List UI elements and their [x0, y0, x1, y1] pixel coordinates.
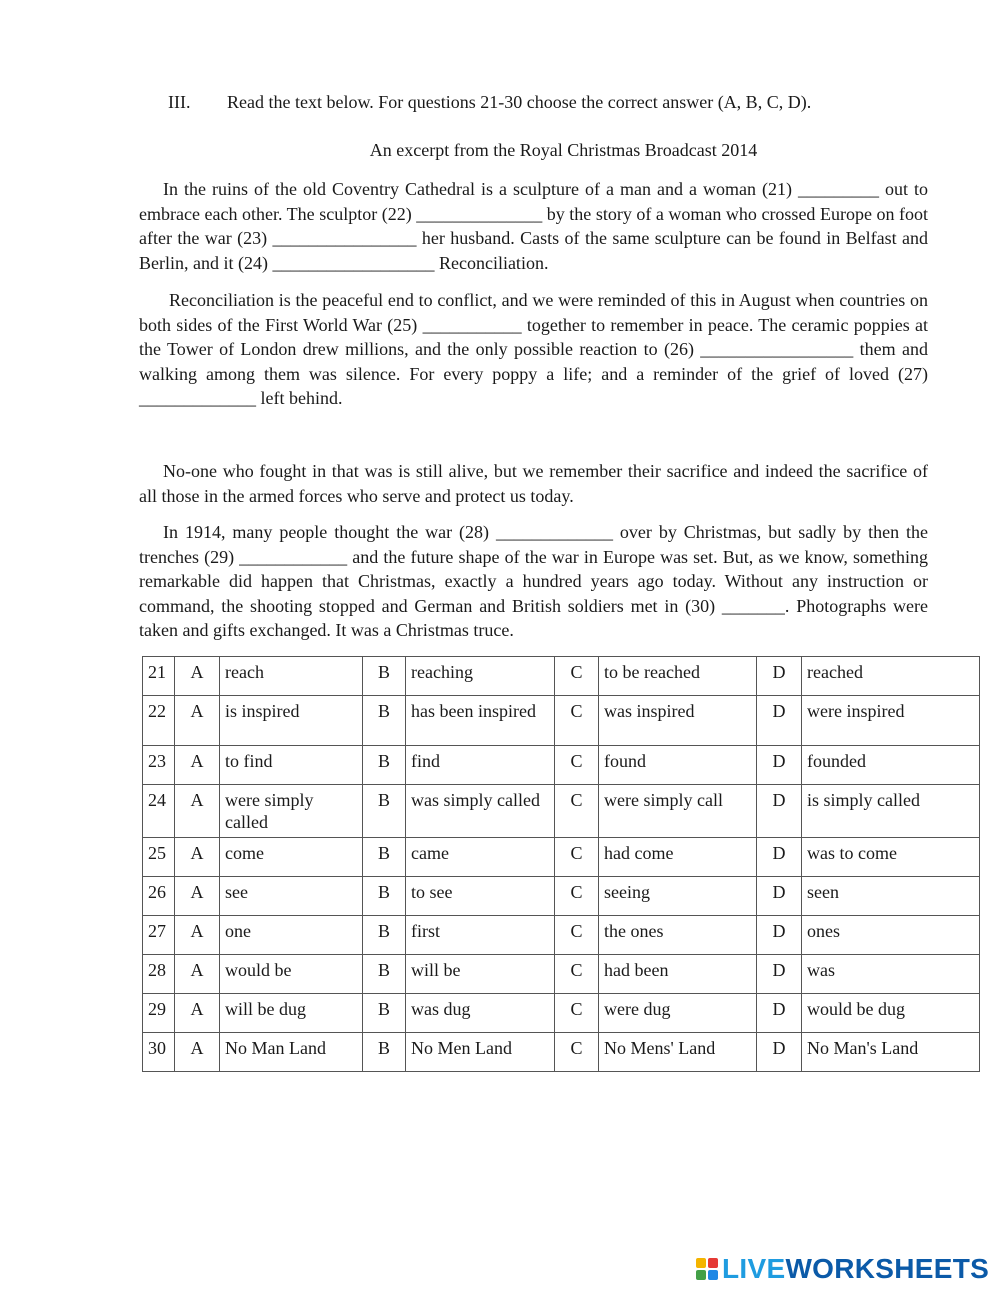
option-c[interactable]: were dug — [599, 994, 757, 1033]
option-d[interactable]: No Man's Land — [802, 1033, 980, 1072]
option-b[interactable]: has been inspired — [406, 696, 555, 746]
option-letter-d: D — [757, 657, 802, 696]
question-number: 21 — [143, 657, 175, 696]
answer-row — [143, 955, 980, 994]
option-d[interactable]: would be dug — [802, 994, 980, 1033]
option-letter-d: D — [757, 746, 802, 785]
question-number: 29 — [143, 994, 175, 1033]
option-d[interactable]: was — [802, 955, 980, 994]
option-c[interactable]: seeing — [599, 877, 757, 916]
logo-block — [696, 1258, 706, 1268]
option-letter-d: D — [757, 877, 802, 916]
option-b[interactable]: to see — [406, 877, 555, 916]
logo-text-live: LIVE — [722, 1253, 786, 1284]
option-c[interactable]: had come — [599, 838, 757, 877]
answer-row — [143, 696, 980, 746]
option-letter-b: B — [363, 785, 406, 838]
option-b[interactable]: No Men Land — [406, 1033, 555, 1072]
answer-row — [143, 916, 980, 955]
option-letter-b: B — [363, 994, 406, 1033]
option-c[interactable]: to be reached — [599, 657, 757, 696]
answer-row — [143, 994, 980, 1033]
option-letter-b: B — [363, 657, 406, 696]
option-b[interactable]: reaching — [406, 657, 555, 696]
answer-row — [143, 838, 980, 877]
option-letter-a: A — [175, 916, 220, 955]
paragraph-4: In 1914, many people thought the war (28) _____________ over by Christmas, but sadly by then the trenches (29) ____________ and the future shape of the war in Europe was set. But, as we know, something remarkable did happen that Christmas, exactly a hundred years ago today. Without any instruction or command, the shooting stopped and German and British soldiers met in (30) _______. Photographs were taken and gifts exchanged. It was a Christmas truce. — [139, 522, 928, 640]
option-letter-d: D — [757, 916, 802, 955]
option-a[interactable]: will be dug — [220, 994, 363, 1033]
question-number: 22 — [143, 696, 175, 746]
option-letter-b: B — [363, 916, 406, 955]
logo-block — [708, 1270, 718, 1280]
option-letter-a: A — [175, 877, 220, 916]
option-a[interactable]: come — [220, 838, 363, 877]
instruction — [168, 92, 811, 113]
option-a[interactable]: were simply called — [220, 785, 363, 838]
option-letter-c: C — [555, 785, 599, 838]
option-c[interactable]: had been — [599, 955, 757, 994]
question-number: 27 — [143, 916, 175, 955]
answer-rows — [143, 657, 980, 1072]
logo-block — [696, 1270, 706, 1280]
question-number: 26 — [143, 877, 175, 916]
paragraph-3: No-one who fought in that was is still alive, but we remember their sacrifice and indeed the sacrifice of all those in the armed forces who serve and protect us today. — [139, 461, 928, 506]
question-number: 25 — [143, 838, 175, 877]
option-a[interactable]: would be — [220, 955, 363, 994]
question-number: 28 — [143, 955, 175, 994]
answer-row — [143, 785, 980, 838]
option-letter-b: B — [363, 838, 406, 877]
option-d[interactable]: founded — [802, 746, 980, 785]
liveworksheets-logo — [696, 1253, 989, 1285]
option-b[interactable]: came — [406, 838, 555, 877]
option-letter-c: C — [555, 916, 599, 955]
option-letter-b: B — [363, 696, 406, 746]
option-c[interactable]: found — [599, 746, 757, 785]
option-c[interactable]: the ones — [599, 916, 757, 955]
answer-row — [143, 877, 980, 916]
option-letter-d: D — [757, 838, 802, 877]
option-d[interactable]: was to come — [802, 838, 980, 877]
option-d[interactable]: reached — [802, 657, 980, 696]
answer-row — [143, 1033, 980, 1072]
option-c[interactable]: were simply call — [599, 785, 757, 838]
option-b[interactable]: was simply called — [406, 785, 555, 838]
option-b[interactable]: first — [406, 916, 555, 955]
option-a[interactable]: is inspired — [220, 696, 363, 746]
option-letter-d: D — [757, 994, 802, 1033]
option-b[interactable]: was dug — [406, 994, 555, 1033]
option-a[interactable]: see — [220, 877, 363, 916]
option-letter-a: A — [175, 696, 220, 746]
option-a[interactable]: one — [220, 916, 363, 955]
option-d[interactable]: seen — [802, 877, 980, 916]
question-number: 24 — [143, 785, 175, 838]
question-number: 30 — [143, 1033, 175, 1072]
option-letter-c: C — [555, 877, 599, 916]
option-letter-a: A — [175, 838, 220, 877]
option-letter-b: B — [363, 1033, 406, 1072]
subtitle: An excerpt from the Royal Christmas Broadcast 2014 — [369, 140, 758, 160]
option-letter-c: C — [555, 838, 599, 877]
option-a[interactable]: to find — [220, 746, 363, 785]
logo-block — [708, 1258, 718, 1268]
option-letter-c: C — [555, 994, 599, 1033]
option-letter-b: B — [363, 746, 406, 785]
option-letter-a: A — [175, 955, 220, 994]
option-letter-a: A — [175, 657, 220, 696]
answer-row — [143, 746, 980, 785]
option-c[interactable]: No Mens' Land — [599, 1033, 757, 1072]
option-letter-a: A — [175, 785, 220, 838]
option-a[interactable]: reach — [220, 657, 363, 696]
instruction-text: Read the text below. For questions 21-30 choose the correct answer (A, B, C, D). — [227, 92, 812, 112]
answer-table — [142, 656, 980, 1072]
option-letter-d: D — [757, 785, 802, 838]
option-letter-b: B — [363, 877, 406, 916]
option-letter-c: C — [555, 696, 599, 746]
option-letter-a: A — [175, 1033, 220, 1072]
option-c[interactable]: was inspired — [599, 696, 757, 746]
answer-row — [143, 657, 980, 696]
option-letter-c: C — [555, 955, 599, 994]
option-letter-d: D — [757, 696, 802, 746]
section-number: III. — [168, 92, 191, 112]
option-letter-d: D — [757, 955, 802, 994]
logo-blocks-icon — [696, 1258, 718, 1280]
option-letter-a: A — [175, 994, 220, 1033]
option-letter-c: C — [555, 657, 599, 696]
option-letter-d: D — [757, 1033, 802, 1072]
question-number: 23 — [143, 746, 175, 785]
option-letter-a: A — [175, 746, 220, 785]
option-d[interactable]: were inspired — [802, 696, 980, 746]
option-a[interactable]: No Man Land — [220, 1033, 363, 1072]
option-b[interactable]: will be — [406, 955, 555, 994]
option-letter-c: C — [555, 746, 599, 785]
option-letter-b: B — [363, 955, 406, 994]
option-d[interactable]: ones — [802, 916, 980, 955]
paragraph-2: Reconciliation is the peaceful end to conflict, and we were reminded of this in August when countries on both sides of the First World War (25) ___________ together to remember in peace. The ceramic poppies at the Tower of London drew millions, and the only possible reaction to (26) _________________ them and walking among them was silence. For every poppy a life; and a reminder of the grief of loved (27) _____________ left behind. — [139, 290, 928, 408]
paragraph-1: In the ruins of the old Coventry Cathedral is a sculpture of a man and a woman (21) _________ out to embrace each other. The sculptor (22) ______________ by the story of a woman who crossed Europe on foot after the war (23) ________________ her husband. Casts of the same sculpture can be found in Belfast and Berlin, and it (24) __________________ Reconciliation. — [139, 179, 928, 273]
option-letter-c: C — [555, 1033, 599, 1072]
option-d[interactable]: is simply called — [802, 785, 980, 838]
logo-text-worksheets: WORKSHEETS — [785, 1253, 990, 1284]
option-b[interactable]: find — [406, 746, 555, 785]
